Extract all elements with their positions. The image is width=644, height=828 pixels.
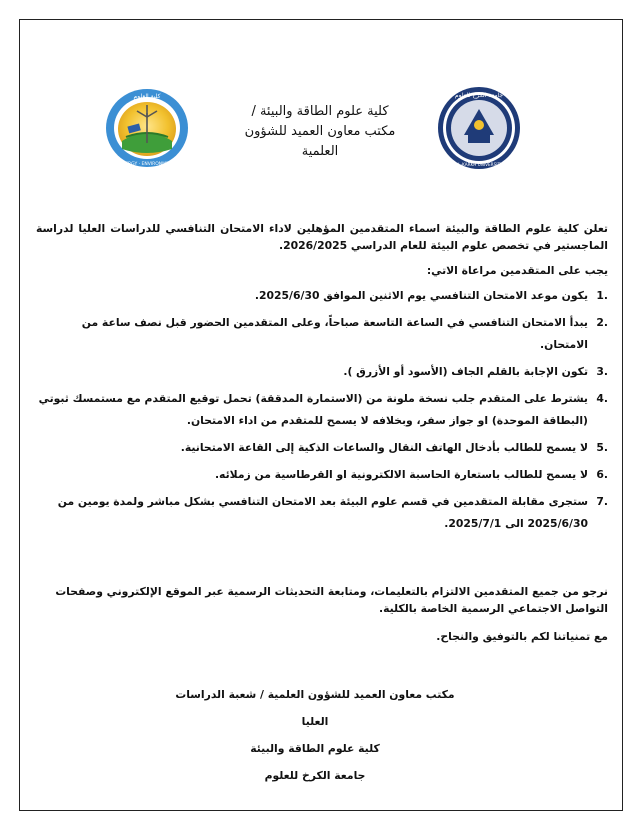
- rules-list: [36, 285, 608, 535]
- rule-text: لا يسمح للطالب باستعارة الحاسبة الالكترونية او القرطاسية من زملائه.: [214, 468, 588, 481]
- energy-environment-college-logo: [104, 85, 190, 171]
- rule-number: .4: [596, 392, 608, 405]
- signature-line-1: مكتب معاون العميد للشؤون العلمية / شعبة الدراسات العليا: [175, 688, 455, 728]
- rule-item: [36, 285, 608, 307]
- signature-line-2: كلية علوم الطاقة والبيئة: [250, 742, 380, 755]
- rule-text: يبدأ الامتحان التنافسي في الساعة التاسعة صباحاً، وعلى المتقدمين الحضور قبل نصف ساعة من الامتحان.: [81, 316, 588, 351]
- letterhead-line-1: كلية علوم الطاقة والبيئة /: [251, 104, 389, 119]
- rule-number: .6: [596, 468, 608, 481]
- rule-text: يكون موعد الامتحان التنافسي يوم الاثنين الموافق 2025/6/30.: [254, 289, 588, 302]
- rule-number: .2: [596, 316, 608, 329]
- letterhead-title: [230, 102, 410, 162]
- logo-right-bottom-text: AL-KARKH UNIVERSITY: [455, 162, 503, 167]
- closing-paragraph: نرجو من جميع المتقدمين الالتزام بالتعليمات، ومتابعة التحديثات الرسمية عبر الموقع الإلكتروني وصفحات التواصل الاجتماعي الرسمية الخاصة بالكلية.: [55, 585, 608, 615]
- letterhead-line-3: العلمية: [301, 144, 339, 159]
- logo-right-top-text: جامعة الكرخ للعلوم: [454, 92, 504, 99]
- rule-text: يشترط على المتقدم جلب نسخة ملونة من (الاستمارة المدققة) تحمل توقيع المتقدم مع مستمسك ثبوتي (البطاقة الموحدة) او جواز سفر، وبخلافه لا يسمح للمتقدم من اداء الامتحان.: [38, 392, 588, 427]
- rule-text: لا يسمح للطالب بأدخال الهاتف النقال والساعات الذكية إلى القاعة الامتحانية.: [180, 441, 588, 454]
- rule-item: [36, 312, 608, 356]
- al-karkh-university-logo: [436, 85, 522, 171]
- signature-block: [170, 681, 460, 789]
- logo-left-bottom-text: ENERGY · ENVIRONMENT: [119, 162, 175, 167]
- announcement-intro: تعلن كلية علوم الطاقة والبيئة اسماء المتقدمين المؤهلين لاداء الامتحان التنافسي للدراسات العليا لدراسة الماجستير في تخصص علوم البيئة للعام الدراسي 2026/2025.: [36, 222, 608, 252]
- rule-item: [36, 491, 608, 535]
- rule-number: .5: [596, 441, 608, 454]
- announcement-body: [36, 216, 608, 656]
- rule-number: .7: [596, 495, 608, 508]
- rule-text: ستجرى مقابلة المتقدمين في قسم علوم البيئة بعد الامتحان التنافسي بشكل مباشر ولمدة يومين من 2025/6/30 الى 2025/7/1.: [57, 495, 588, 530]
- rule-text: تكون الإجابة بالقلم الجاف (الأسود أو الأزرق ).: [343, 365, 588, 378]
- rule-number: .1: [596, 289, 608, 302]
- rule-item: [36, 437, 608, 459]
- rule-number: .3: [596, 365, 608, 378]
- rule-item: [36, 388, 608, 432]
- signature-line-3: جامعة الكرخ للعلوم: [264, 769, 366, 782]
- closing-wish: مع تمنياتنا لكم بالتوفيق والنجاح.: [436, 629, 608, 643]
- rule-item: [36, 464, 608, 486]
- logo-left-top-text: كلية العلوم: [133, 93, 161, 100]
- requirements-heading: يجب على المتقدمين مراعاة الاتي:: [426, 264, 608, 277]
- letterhead-line-2: مكتب معاون العميد للشؤون: [244, 124, 396, 139]
- rule-item: [36, 361, 608, 383]
